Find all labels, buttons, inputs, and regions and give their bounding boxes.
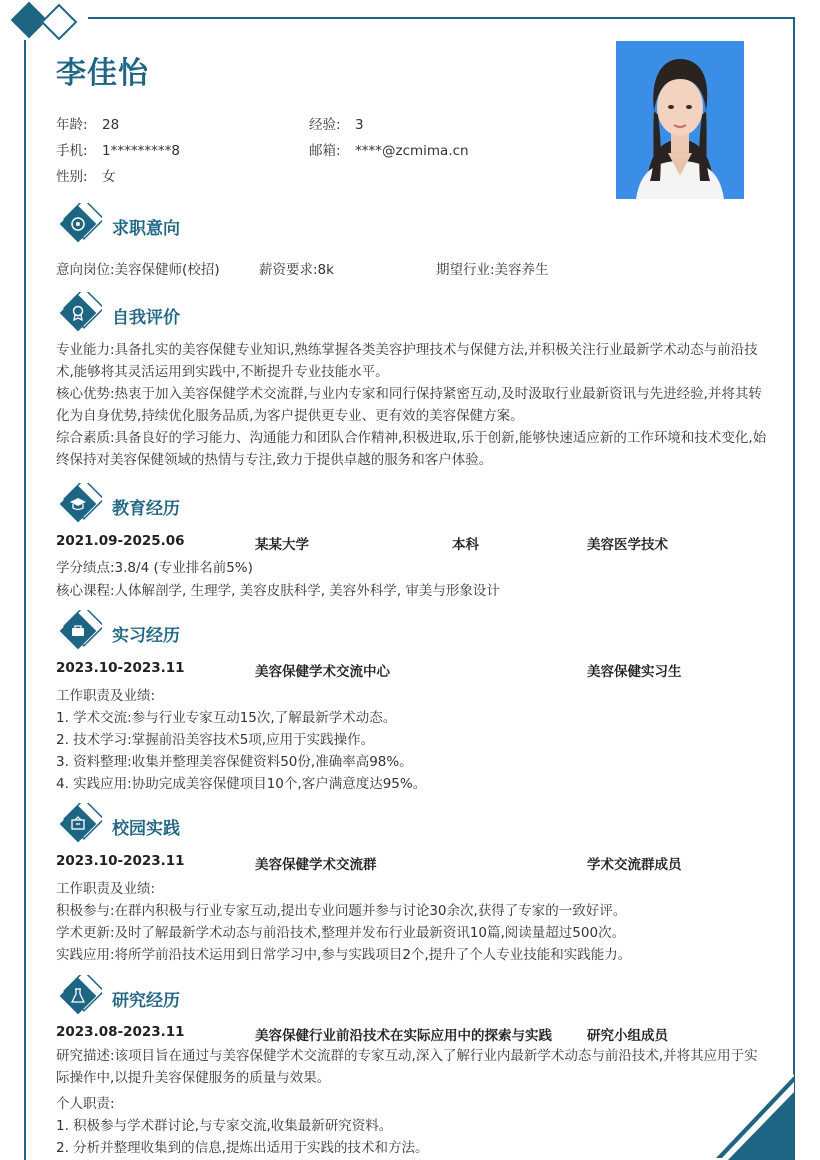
corner-diamond-outline	[41, 4, 78, 41]
campus-item: 实践应用:将所学前沿技术运用到日常学习中,参与实践项目2个,提升了个人专业技能和实践能力。	[56, 947, 632, 963]
experience-label: 经验:	[309, 117, 341, 133]
frame-left-line	[24, 40, 26, 1160]
self-eval-quality: 综合素质:具备良好的学习能力、沟通能力和团队合作精神,积极进取,乐于创新,能够快速适应新的工作环境和技术变化,始终保持对美容保健领域的热情与专注,致力于提供卓越的服务和客户体验。	[56, 430, 767, 468]
edu-period: 2021.09-2025.06	[56, 533, 185, 549]
intern-role: 美容保健实习生	[587, 664, 682, 680]
intern-item: 1. 学术交流:参与行业专家互动15次,了解最新学术动态。	[56, 710, 397, 726]
candidate-name: 李佳怡	[56, 56, 149, 91]
experience-row	[309, 113, 364, 133]
experience-value: 3	[355, 117, 364, 133]
research-title: 美容保健行业前沿技术在实际应用中的探索与实践	[255, 1028, 552, 1044]
profile-photo	[616, 41, 744, 199]
campus-item: 积极参与:在群内积极与行业专家互动,提出专业问题并参与讨论30余次,获得了专家的一致好评。	[56, 903, 627, 919]
research-item: 2. 分析并整理收集到的信息,提炼出适用于实践的技术和方法。	[56, 1140, 429, 1156]
badge-icon	[58, 292, 102, 336]
phone-label: 手机:	[56, 143, 88, 159]
email-label: 邮箱:	[309, 143, 341, 159]
section-title-campus: 校园实践	[112, 819, 180, 839]
section-header-intent	[58, 203, 458, 247]
campus-duties-label: 工作职责及业绩:	[56, 881, 156, 897]
age-value: 28	[102, 117, 120, 133]
portrait-illustration	[616, 41, 744, 199]
edu-major: 美容医学技术	[587, 537, 668, 553]
campus-org: 美容保健学术交流群	[255, 857, 377, 873]
research-period: 2023.08-2023.11	[56, 1024, 185, 1040]
section-header-education	[58, 483, 458, 527]
section-header-campus	[58, 803, 458, 847]
age-row	[56, 113, 119, 133]
intent-industry: 期望行业:美容养生	[436, 262, 549, 278]
research-role: 研究小组成员	[587, 1028, 668, 1044]
intern-item: 3. 资料整理:收集并整理美容保健资料50份,准确率高98%。	[56, 754, 413, 770]
edu-gpa: 学分绩点:3.8/4 (专业排名前5%)	[56, 560, 253, 576]
intern-org: 美容保健学术交流中心	[255, 664, 390, 680]
section-title-self: 自我评价	[112, 308, 180, 328]
target-icon	[58, 203, 102, 247]
campus-item: 学术更新:及时了解最新学术动态与前沿技术,整理并发布行业最新资讯10篇,阅读量超过500次。	[56, 925, 626, 941]
frame-right-line	[793, 17, 795, 1160]
briefcase-icon	[58, 610, 102, 654]
corner-stripes-decoration	[714, 1074, 794, 1160]
edu-school: 某某大学	[255, 537, 309, 553]
intern-item: 2. 技术学习:掌握前沿美容技术5项,应用于实践操作。	[56, 732, 375, 748]
section-title-education: 教育经历	[112, 499, 180, 519]
intern-item: 4. 实践应用:协助完成美容保健项目10个,客户满意度达95%。	[56, 776, 427, 792]
gender-row	[56, 165, 116, 185]
frame-top-line	[88, 17, 795, 19]
gender-label: 性别:	[56, 169, 88, 185]
phone-row	[56, 139, 180, 159]
intent-position: 意向岗位:美容保健师(校招)	[56, 262, 220, 278]
flask-icon	[58, 975, 102, 1019]
section-title-research: 研究经历	[112, 991, 180, 1011]
intern-period: 2023.10-2023.11	[56, 660, 185, 676]
phone-value: 1*********8	[102, 143, 180, 159]
campus-role: 学术交流群成员	[587, 857, 682, 873]
age-label: 年龄:	[56, 117, 88, 133]
section-header-research	[58, 975, 458, 1019]
edu-degree: 本科	[452, 537, 479, 553]
self-eval-advantage: 核心优势:热衷于加入美容保健学术交流群,与业内专家和同行保持紧密互动,及时汲取行业最新资讯与先进经验,并将其转化为自身优势,持续优化服务品质,为客户提供更专业、更有效的美容保健方案。	[56, 386, 762, 424]
email-value: ****@zcmima.cn	[355, 143, 469, 159]
graduation-cap-icon	[58, 483, 102, 527]
intent-salary: 薪资要求:8k	[259, 262, 334, 278]
research-duty-label: 个人职责:	[56, 1096, 115, 1112]
section-header-internship	[58, 610, 458, 654]
research-item: 1. 积极参与学术群讨论,与专家交流,收集最新研究资料。	[56, 1118, 393, 1134]
intern-duties-label: 工作职责及业绩:	[56, 688, 156, 704]
research-description: 研究描述:该项目旨在通过与美容保健学术交流群的专家互动,深入了解行业内最新学术动态与前沿技术,并将其应用于实际操作中,以提升美容保健服务的质量与效果。	[56, 1048, 758, 1086]
section-title-internship: 实习经历	[112, 626, 180, 646]
edu-courses: 核心课程:人体解剖学, 生理学, 美容皮肤科学, 美容外科学, 审美与形象设计	[56, 583, 500, 599]
section-header-self	[58, 292, 458, 336]
campus-building-icon	[58, 803, 102, 847]
gender-value: 女	[102, 169, 116, 185]
email-row	[309, 139, 469, 159]
campus-period: 2023.10-2023.11	[56, 853, 185, 869]
section-title-intent: 求职意向	[112, 219, 180, 239]
self-eval-ability: 专业能力:具备扎实的美容保健专业知识,熟练掌握各类美容护理技术与保健方法,并积极关注行业最新学术动态与前沿技术,能够将其灵活运用到实践中,不断提升专业技能水平。	[56, 342, 758, 380]
